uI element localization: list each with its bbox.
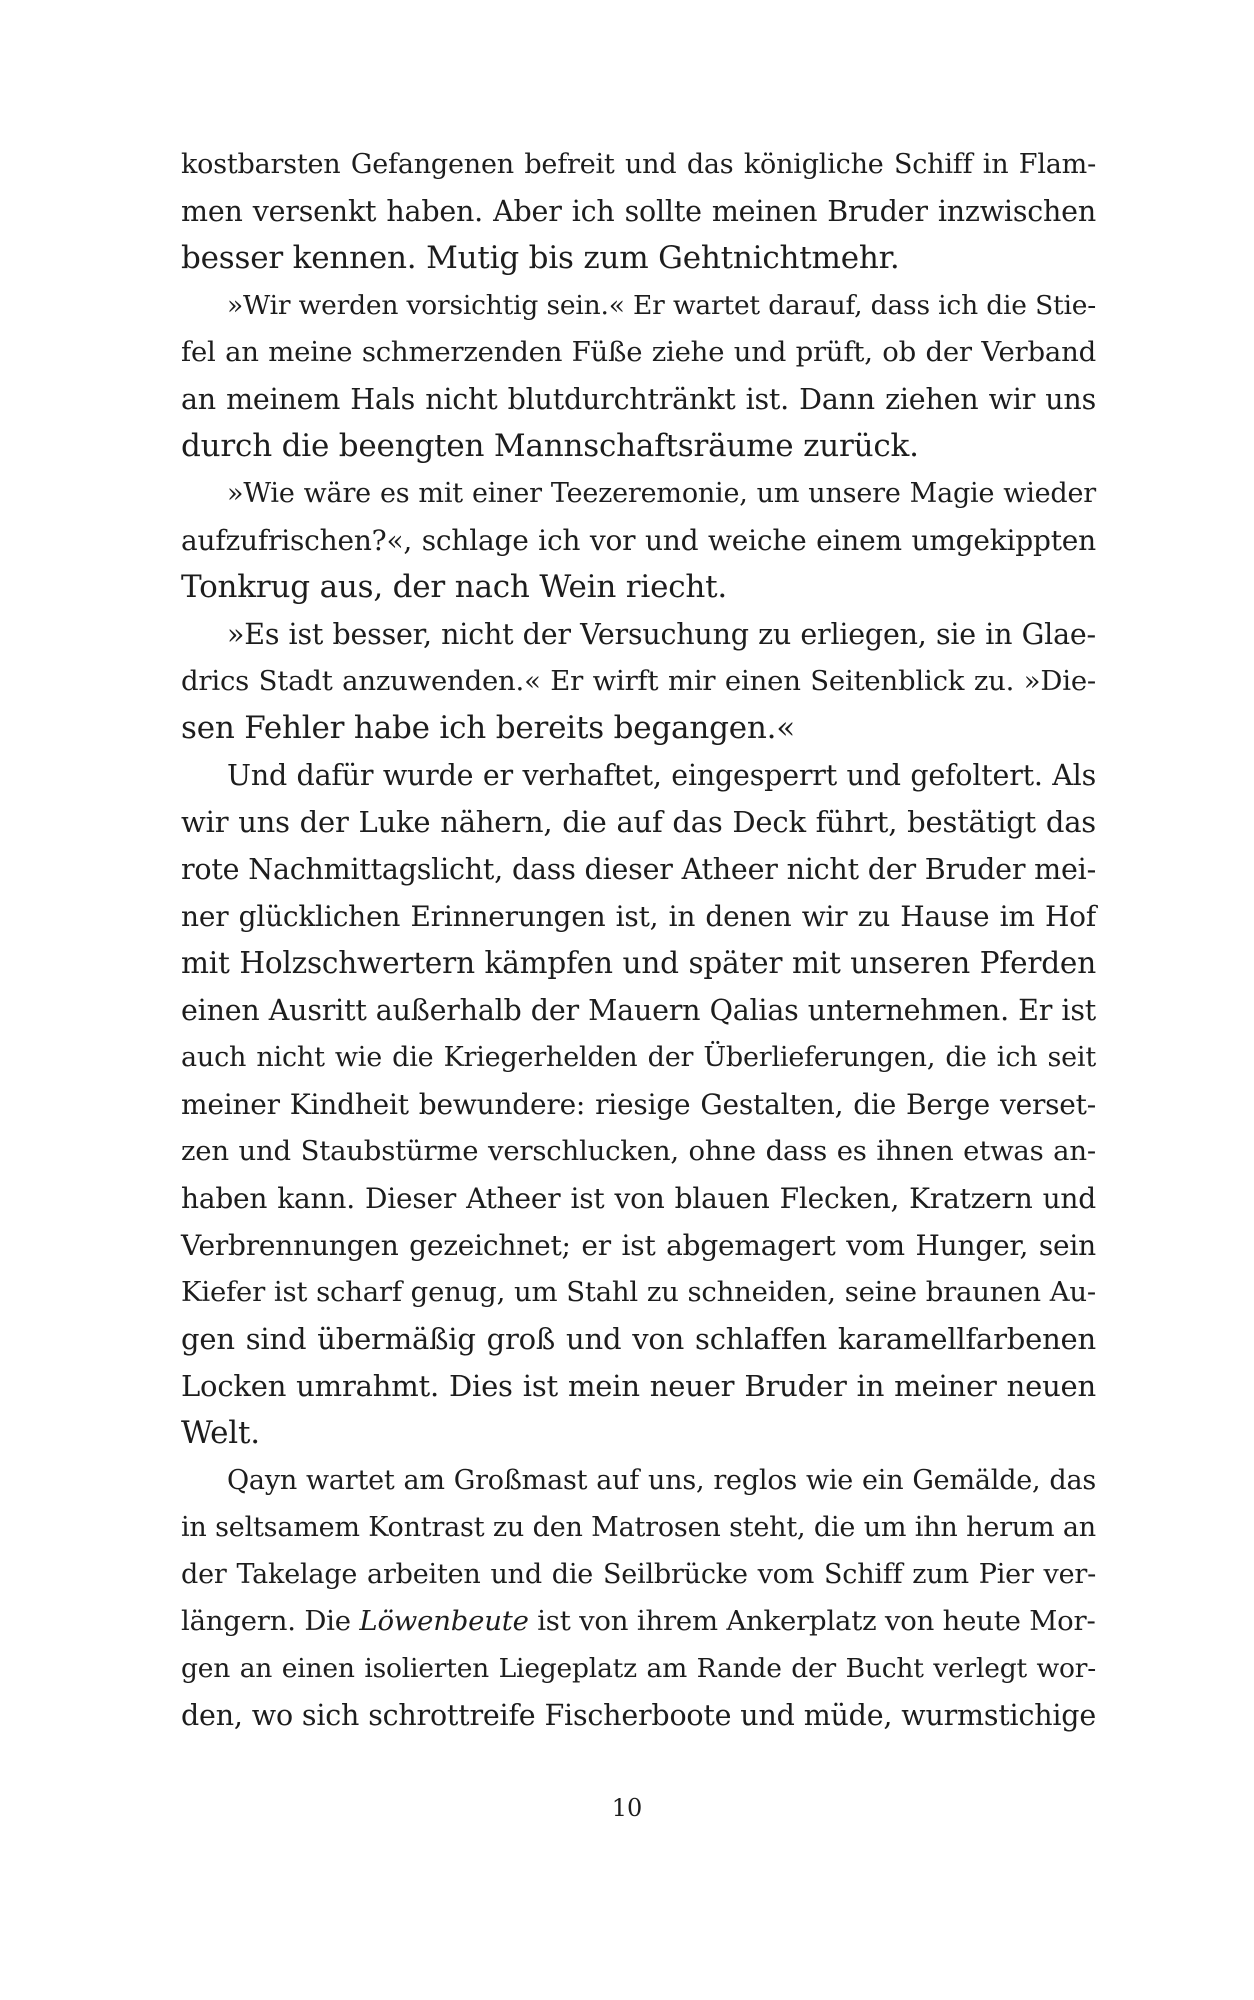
text-line: aufzufrischen?«, schlage ich vor und weiche einem umgekippten [181,524,1096,557]
text-line: men versenkt haben. Aber ich sollte meinen Bruder inzwischen [181,195,1096,228]
text-line: drics Stadt anzuwenden.« Er wirft mir einen Seitenblick zu. »Die- [181,665,1096,697]
text-line: gen sind übermäßig groß und von schlaffen karamellfarbenen [181,1322,1096,1356]
text-line: ner glücklichen Erinnerungen ist, in denen wir zu Hause im Hof [181,900,1096,933]
text-line: haben kann. Dieser Atheer ist von blauen Flecken, Kratzern und [181,1182,1096,1215]
text-line: in seltsamem Kontrast zu den Matrosen steht, die um ihn herum an [181,1512,1096,1543]
text-line: sen Fehler habe ich bereits begangen.« [181,710,796,746]
text-line: der Takelage arbeiten und die Seilbrücke vom Schiff zum Pier ver- [181,1559,1096,1590]
text-line: Verbrennungen gezeichnet; er ist abgemagert vom Hunger, sein [181,1229,1096,1262]
text-line: durch die beengten Mannschaftsräume zurück. [181,428,919,464]
text-line: Tonkrug aus, der nach Wein riecht. [181,569,728,605]
text-line: rote Nachmittagslicht, dass dieser Atheer nicht der Bruder mei- [181,853,1096,886]
text-line: Locken umrahmt. Dies ist mein neuer Bruder in meiner neuen [181,1369,1096,1403]
text-line: besser kennen. Mutig bis zum Gehtnichtmehr. [181,240,900,276]
text-line: »Es ist besser, nicht der Versuchung zu erliegen, sie in Glae- [227,618,1096,651]
text-line: zen und Staubstürme verschlucken, ohne dass es ihnen etwas an- [181,1135,1096,1167]
text-line: mit Holzschwertern kämpfen und später mit unseren Pferden [181,946,1096,980]
page-number: 10 [611,1794,643,1822]
text-line: kostbarsten Gefangenen befreit und das königliche Schiff in Flam- [181,149,1096,180]
text-line: fel an meine schmerzenden Füße ziehe und prüft, ob der Verband [181,336,1096,368]
text-line: gen an einen isolierten Liegeplatz am Rande der Bucht verlegt wor- [181,1653,1096,1684]
text-line: »Wie wäre es mit einer Teezeremonie, um unsere Magie wieder [227,478,1096,509]
text-line: an meinem Hals nicht blutdurchtränkt ist. Dann ziehen wir uns [181,383,1096,416]
text-line: Qayn wartet am Großmast auf uns, reglos wie ein Gemälde, das [227,1465,1096,1496]
text-line: wir uns der Luke nähern, die auf das Deck führt, bestätigt das [181,805,1096,839]
text-segment: ist von ihrem Ankerplatz von heute Mor- [528,1605,1096,1637]
text-line: Kiefer ist scharf genug, um Stahl zu schneiden, seine braunen Au- [181,1276,1096,1308]
text-line: meiner Kindheit bewundere: riesige Gestalten, die Berge verset- [181,1088,1096,1121]
text-line-with-ship-name [181,1598,1096,1645]
body-text [181,141,1096,1739]
text-segment: längern. Die [181,1605,360,1637]
ship-name: Löwenbeute [359,1605,529,1637]
text-line: den, wo sich schrottreife Fischerboote und müde, wurmstichige [181,1699,1096,1732]
text-line: »Wir werden vorsichtig sein.« Er wartet darauf, dass ich die Stie- [227,290,1096,321]
text-line: auch nicht wie die Kriegerhelden der Überlieferungen, die ich seit [181,1042,1096,1073]
text-line: einen Ausritt außerhalb der Mauern Qalias unternehmen. Er ist [181,994,1096,1027]
text-line: Welt. [181,1415,260,1451]
text-line: Und dafür wurde er verhaftet, eingesperrt und gefoltert. Als [227,759,1096,792]
